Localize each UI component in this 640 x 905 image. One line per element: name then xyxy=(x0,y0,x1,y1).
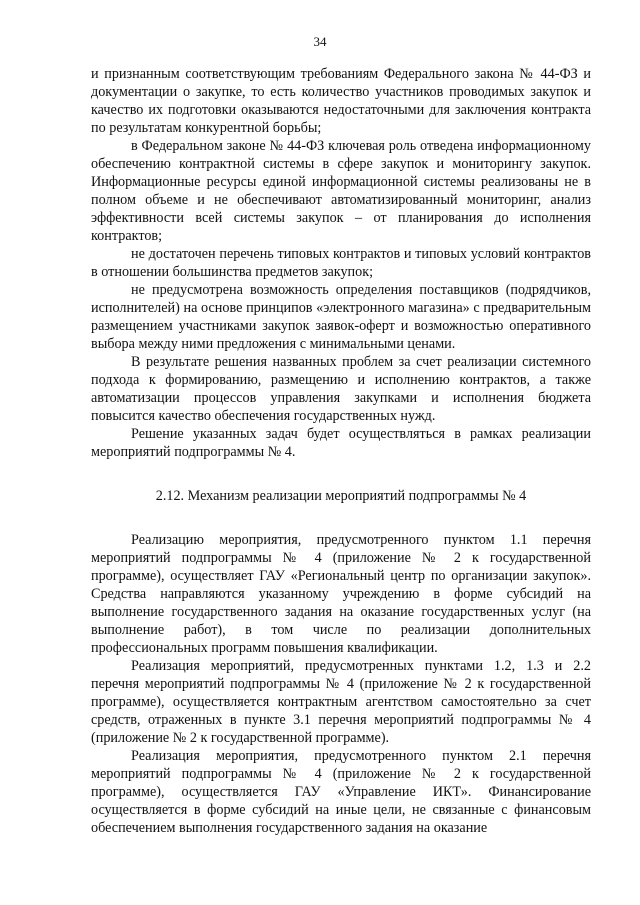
paragraph-result: В результате решения названных проблем за счет реализации системного подхода к формированию, размещению и исполнению контрактов, а также автоматизации процессов управления закупками и исполнения бюджета повысится качество обеспечения государственных нужд. xyxy=(91,354,591,424)
paragraph-electronic-shop: не предусмотрена возможность определения поставщиков (подрядчиков, исполнителей) на основе принципов «электронного магазина» с предварительным размещением участниками закупок заявок-оферт и возможностью оперативного выбора между ними предложения с минимальными ценами. xyxy=(91,282,591,352)
page-number: 34 xyxy=(313,34,327,49)
section-heading: 2.12. Механизм реализации мероприятий подпрограммы № 4 xyxy=(155,488,527,504)
paragraph-solution: Решение указанных задач будет осуществляться в рамках реализации мероприятий подпрограммы № 4. xyxy=(91,426,591,460)
paragraph-measures-1-2-1-3-2-2: Реализация мероприятий, предусмотренных пунктами 1.2, 1.3 и 2.2 перечня мероприятий подпрограммы № 4 (приложение № 2 к государственной программе), осуществляется контрактным агентством самостоятельно за счет средств, отраженных в пункте 3.1 перечня мероприятий подпрограммы № 4 (приложение № 2 к государственной программе). xyxy=(91,658,591,746)
paragraph-measure-2-1: Реализация мероприятия, предусмотренного пунктом 2.1 перечня мероприятий подпрограммы № 4 (приложение № 2 к государственной программе), осуществляется ГАУ «Управление ИКТ». Финансирование осуществляется в форме субсидий на иные цели, не связанные с финансовым обеспечением выполнения государственного задания на оказание xyxy=(91,748,591,836)
paragraph-typical-contracts: не достаточен перечень типовых контрактов и типовых условий контрактов в отношении большинства предметов закупок; xyxy=(91,246,591,280)
paragraph-measure-1-1: Реализацию мероприятия, предусмотренного пунктом 1.1 перечня мероприятий подпрограммы № 4 (приложение № 2 к государственной программе), осуществляет ГАУ «Региональный центр по организации закупок». Средства направляются указанному учреждению в форме субсидий на выполнение государственного задания на оказание государственных услуг (на выполнение работ), в том числе по реализации дополнительных профессиональных программ повышения квалификации. xyxy=(91,532,591,656)
paragraph-continuation: и признанным соответствующим требованиям Федерального закона № 44-ФЗ и документации о закупке, то есть количество участников проводимых закупок и качество их подготовки оказываются недостаточными для заключения контракта по результатам конкурентной борьбы; xyxy=(91,66,591,136)
document-body xyxy=(91,65,591,837)
paragraph-law-info: в Федеральном законе № 44-ФЗ ключевая роль отведена информационному обеспечению контрактной системы в сфере закупок и мониторингу закупок. Информационные ресурсы единой информационной системы реализованы не в полном объеме и не обеспечивают автоматизированный мониторинг, анализ эффективности всей системы закупок – от планирования до исполнения контрактов; xyxy=(91,138,591,244)
